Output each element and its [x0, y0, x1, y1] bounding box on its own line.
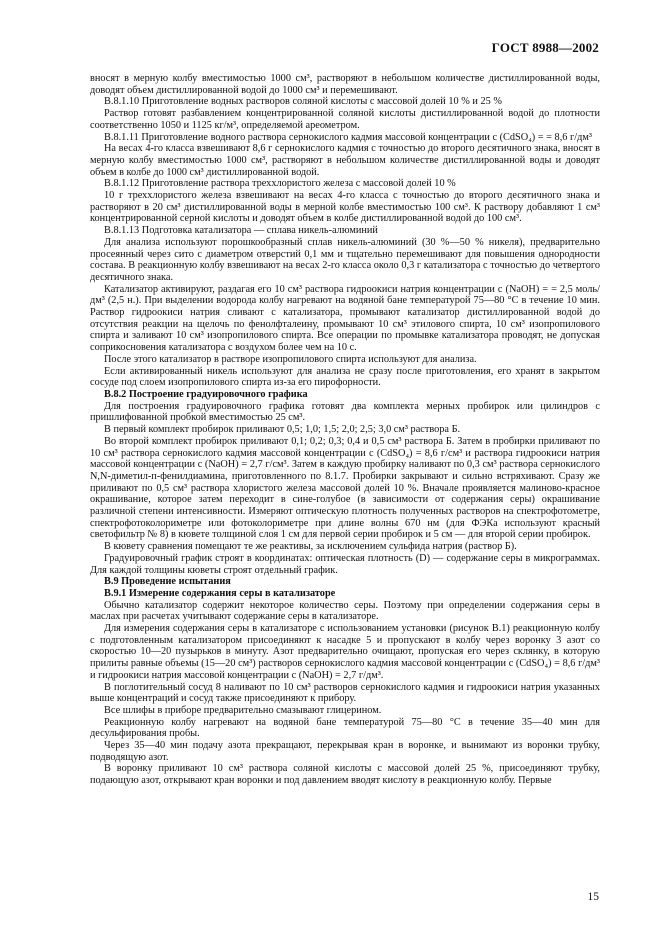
- paragraph: вносят в мерную колбу вместимостью 1000 см³, растворяют в небольшом количестве дистиллированной воды, доводят объем дистиллированной водой до 1000 см³ и перемешивают.: [90, 73, 600, 96]
- document-code: ГОСТ 8988—2002: [491, 40, 599, 55]
- paragraph: В.8.1.13 Подготовка катализатора — сплава никель-алюминий: [104, 225, 378, 237]
- paragraph: Раствор готовят разбавлением концентрированной соляной кислоты дистиллированной водой до плотности соответственно 1050 и 1125 кг/м³, определяемой ареометром.: [90, 108, 600, 131]
- paragraph: Во второй комплект пробирок приливают 0,1; 0,2; 0,3; 0,4 и 0,5 см³ раствора Б. Затем в пробирки приливают по 10 см³ раствора сернокислого кадмия массовой концентрации c (CdSO₄) = 8,6 г/см³ и раствора гидроокиси натрия массовой концентрации c (NaOH) = 2,7 г/см³. Затем в каждую пробирку наливают по 0,3 см³ раствора сернокислого N,N-диметил-п-фенилдиамина, приготовленного по 8.1.7. Пробирки закрывают и сильно встряхивают. Сразу же приливают по 0,5 см³ раствора хлористого железа массовой долей 10 %. Вначале проявляется малиново-красное окрашивание, которое затем переходит в сине-голубое (в зависимости от содержания серы) окрашивание различной степени интенсивности. Измеряют оптическую плотность полученных растворов на спектрофотометре, спектрофотоколориметре или фотоколориметре при длине волны 670 нм (для ФЭКа используют красный светофильтр № 8) в кювете толщиной слоя 1 см для первой серии пробирок и 5 см — для второй серии пробирок.: [90, 435, 600, 541]
- paragraph: Для измерения содержания серы в катализаторе с использованием установки (рисунок В.1) реакционную колбу с подготовленным катализатором присоединяют к насадке 5 и пропускают в колбу через воронку 3 азот со скоростью 10—20 пузырьков в минуту. Азот предварительно очищают, пропуская его через склянку, в которую прилиты равные объемы (15—20 см³) растворов сернокислого кадмия массовой концентрации c (CdSO₄) = 8,6 г/дм³ и гидроокиси натрия массовой концентрации c (NaOH) = 2,7 г/дм³.: [90, 623, 600, 681]
- paragraph: Обычно катализатор содержит некоторое количество серы. Поэтому при определении содержания серы в маслах при расчетах учитывают содержание серы в катализаторе.: [90, 599, 600, 623]
- paragraph: Для построения градуировочного графика готовят два комплекта мерных пробирок или цилиндров с пришлифованной пробкой вместимостью 25 см³.: [90, 400, 600, 424]
- section-heading: В.9 Проведение испытания: [104, 576, 231, 588]
- paragraph: В первый комплект пробирок приливают 0,5; 1,0; 1,5; 2,0; 2,5; 3,0 см³ раствора Б.: [104, 424, 461, 436]
- paragraph: В поглотительный сосуд 8 наливают по 10 см³ растворов сернокислого кадмия и гидроокиси натрия указанных выше концентраций и сосуд также присоединяют к прибору.: [90, 681, 600, 705]
- paragraph: Через 35—40 мин подачу азота прекращают, перекрывая кран в воронке, и вынимают из воронки трубку, подводящую азот.: [90, 740, 600, 763]
- paragraph: В.8.1.11 Приготовление водного раствора сернокислого кадмия массовой концентрации c (CdSO₄) = = 8,6 г/дм³: [104, 131, 592, 143]
- paragraph: В воронку приливают 10 см³ раствора соляной кислоты с массовой долей 25 %, присоединяют трубку, подающую азот, открывают кран воронки и под давлением вводят кислоту в реакционную колбу. Первые: [90, 763, 600, 787]
- section-heading: В.8.2 Построение градуировочного графика: [104, 388, 308, 400]
- paragraph: Для анализа используют порошкообразный сплав никель-алюминий (30 %—50 % никеля), предварительно просеянный через сито с диаметром отверстий 0,1 мм и тщательно перемешивают для повышения однородности состава. В реакционную колбу взвешивают на весах 2-го класса около 0,3 г катализатора с точностью до четвертого десятичного знака.: [90, 236, 600, 283]
- paragraph: Катализатор активируют, раздагая его 10 см³ раствора гидроокиси натрия концентрации c (NaOH) = = 2,5 моль/дм³ (2,5 н.). При выделении водорода колбу нагревают на водяной бане температурой 75—80 °С в течение 10 мин. Раствор гидроокиси натрия сливают с катализатора, промывают катализатор дистиллированной водой до отсутствия реакции на щелочь по фенолфталеину, промывают 10 см³ этилового спирта, 10 см³ изопропилового спирта и заливают 10 см³ изопропилового спирта. Все операции по промывке катализатора проводят, не допуская соприкосновения катализатора с воздухом более чем на 10 с.: [90, 283, 600, 354]
- paragraph: Если активированный никель используют для анализа не сразу после приготовления, его хранят в закрытом сосуде под слоем изопропилового спирта из-за его пирофорности.: [90, 365, 600, 389]
- paragraph: В.8.1.12 Приготовление раствора треххлористого железа с массовой долей 10 %: [104, 178, 456, 190]
- paragraph: После этого катализатор в растворе изопропилового спирта используют для анализа.: [104, 353, 477, 365]
- page-number: 15: [587, 891, 599, 903]
- paragraph: 10 г треххлористого железа взвешивают на весах 4-го класса с точностью до второго десятичного знака и растворяют в 20 см³ дистиллированной воды в мерной колбе вместимостью 100 см³. К раствору добавляют 1 см³ концентрированной серной кислоты и доводят объем в колбе дистиллированной водой до 100 см³.: [90, 190, 600, 225]
- paragraph: Градуировочный график строят в координатах: оптическая плотность (D) — содержание серы в микрограммах. Для каждой толщины кюветы строят отдельный график.: [90, 552, 600, 576]
- document-body: [90, 73, 600, 787]
- paragraph: Все шлифы в приборе предварительно смазывают глицерином.: [104, 704, 382, 716]
- paragraph: Реакционную колбу нагревают на водяной бане температурой 75—80 °С в течение 35—40 мин для десульфирования пробы.: [90, 716, 600, 740]
- section-heading: В.9.1 Измерение содержания серы в катализаторе: [104, 587, 336, 599]
- paragraph: На весах 4-го класса взвешивают 8,6 г сернокислого кадмия с точностью до второго десятичного знака, вносят в мерную колбу вместимостью 1000 см³, растворяют в небольшом количестве дистиллированной воды и доводят объем в колбе до 1000 см³ дистиллированной водой.: [90, 143, 600, 178]
- paragraph: В кювету сравнения помещают те же реактивы, за исключением сульфида натрия (раствор Б).: [104, 541, 517, 553]
- paragraph: В.8.1.10 Приготовление водных растворов соляной кислоты с массовой долей 10 % и 25 %: [104, 96, 502, 108]
